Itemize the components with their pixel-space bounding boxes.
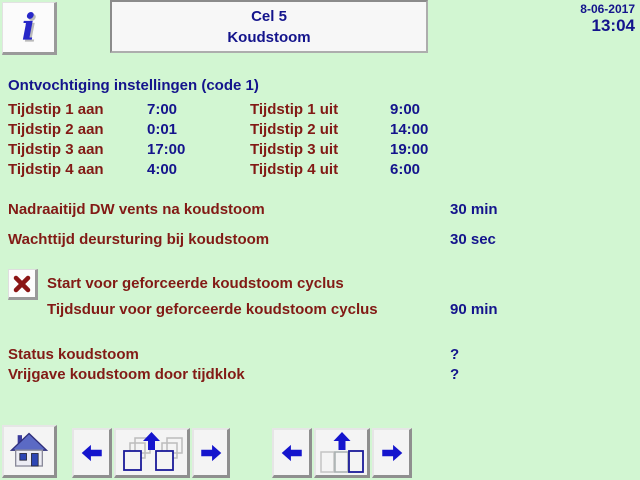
forced-cycle-checkbox[interactable] [8, 269, 38, 300]
cell-title: Cel 5 [251, 7, 287, 25]
timetable-off-value[interactable]: 9:00 [390, 101, 421, 118]
page-overview-button[interactable] [314, 428, 370, 478]
timetable-off-value[interactable]: 6:00 [390, 161, 421, 178]
cell-overview-button[interactable] [114, 428, 190, 478]
timetable-on-label: Tijdstip 2 aan [8, 121, 104, 138]
status-value: ? [450, 346, 460, 363]
timetable-off-label: Tijdstip 3 uit [250, 141, 339, 158]
next-page-button[interactable] [372, 428, 412, 478]
previous-page-button[interactable] [272, 428, 312, 478]
status-label: Status koudstoom [8, 346, 139, 363]
status-value: ? [450, 366, 460, 383]
timetable-on-label: Tijdstip 4 aan [8, 161, 104, 178]
date-label: 8-06-2017 [580, 2, 635, 16]
timetable-off-value[interactable]: 14:00 [390, 121, 429, 138]
settings-heading: Ontvochtiging instellingen (code 1) [8, 77, 259, 94]
param-value[interactable]: 30 min [450, 201, 498, 218]
page-list-up-icon [317, 432, 367, 474]
previous-cell-button[interactable] [72, 428, 112, 478]
status-label: Vrijgave koudstoom door tijdklok [8, 366, 245, 383]
home-button[interactable] [2, 425, 57, 478]
timetable-off-label: Tijdstip 4 uit [250, 161, 339, 178]
param-value[interactable]: 30 sec [450, 231, 496, 248]
arrow-left-icon [279, 440, 305, 466]
timetable-on-value[interactable]: 4:00 [147, 161, 178, 178]
timetable-on-label: Tijdstip 3 aan [8, 141, 104, 158]
info-icon: i [21, 6, 36, 49]
page-title: Koudstoom [227, 28, 311, 46]
timetable-off-value[interactable]: 19:00 [390, 141, 429, 158]
forced-cycle-duration-label: Tijdsduur voor geforceerde koudstoom cyclus [47, 301, 378, 318]
arrow-left-icon [79, 440, 105, 466]
forced-cycle-start-label: Start voor geforceerde koudstoom cyclus [47, 275, 344, 292]
arrow-right-icon [379, 440, 405, 466]
timetable-on-value[interactable]: 7:00 [147, 101, 178, 118]
pages-up-icon [120, 432, 184, 474]
home-icon [9, 431, 49, 471]
forced-cycle-duration-value[interactable]: 90 min [450, 301, 498, 318]
timetable-on-label: Tijdstip 1 aan [8, 101, 104, 118]
arrow-right-icon [198, 440, 224, 466]
next-cell-button[interactable] [192, 428, 230, 478]
param-label: Wachttijd deursturing bij koudstoom [8, 231, 270, 248]
param-label: Nadraaitijd DW vents na koudstoom [8, 201, 265, 218]
screen-title-box [110, 0, 428, 53]
timetable-off-label: Tijdstip 1 uit [250, 101, 339, 118]
red-x-icon [12, 274, 32, 294]
timetable-on-value[interactable]: 0:01 [147, 121, 178, 138]
timetable-off-label: Tijdstip 2 uit [250, 121, 339, 138]
info-button[interactable] [2, 2, 57, 55]
timetable-on-value[interactable]: 17:00 [147, 141, 186, 158]
time-label: 13:04 [591, 16, 635, 35]
datetime [580, 2, 635, 36]
